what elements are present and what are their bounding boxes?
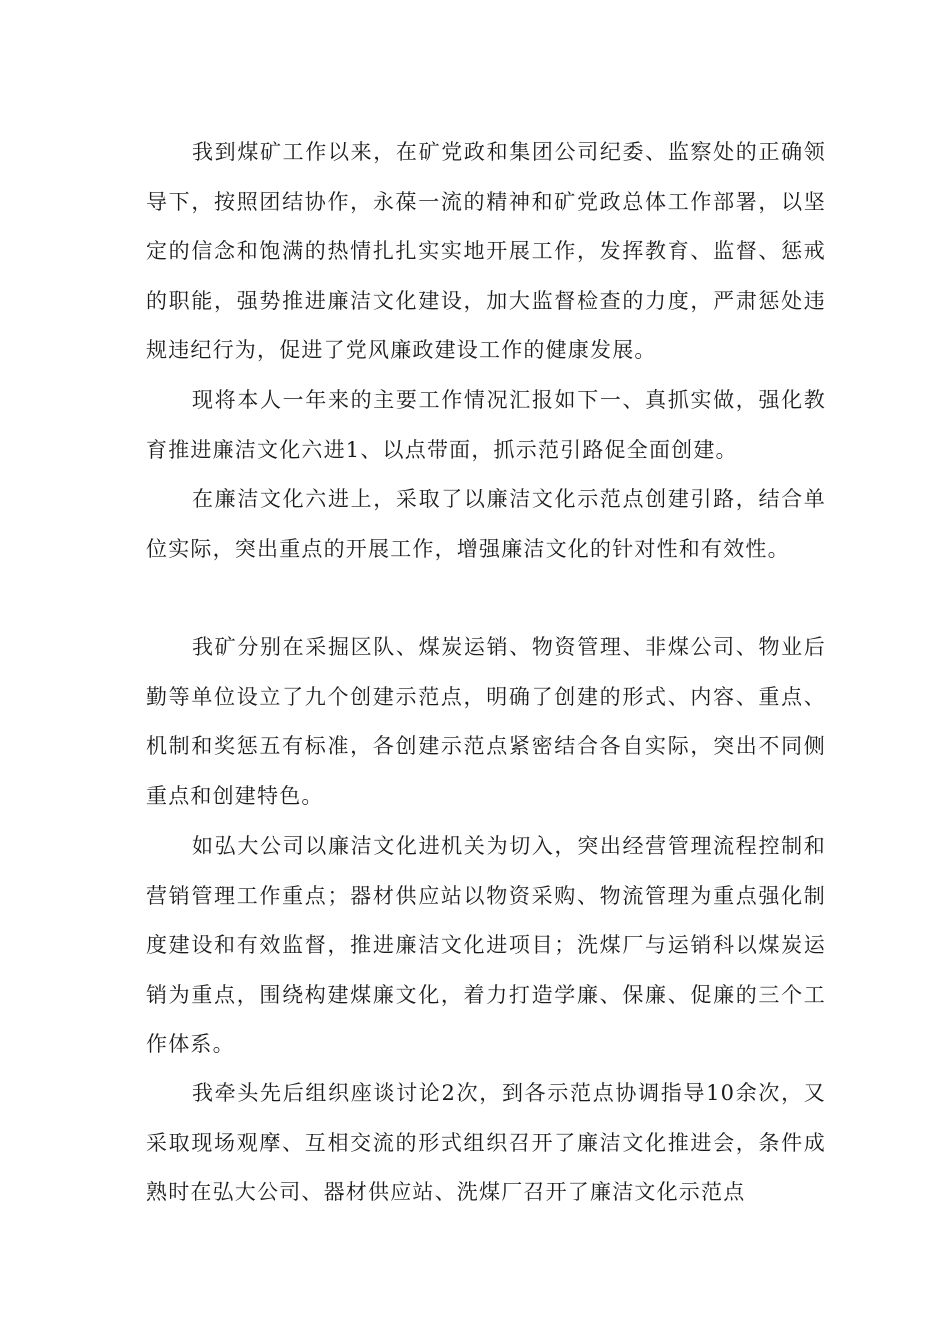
paragraph-1: 我到煤矿工作以来，在矿党政和集团公司纪委、监察处的正确领导下，按照团结协作，永葆一流的精神和矿党政总体工作部署，以坚定的信念和饱满的热情扎扎实实地开展工作，发挥教育、监督、惩戒的职能，强势推进廉洁文化建设，加大监督检查的力度，严肃惩处违规违纪行为，促进了党风廉政建设工作的健康发展。 <box>146 140 826 362</box>
paragraph-5: 如弘大公司以廉洁文化进机关为切入，突出经营管理流程控制和营销管理工作重点；器材供应站以物资采购、物流管理为重点强化制度建设和有效监督，推进廉洁文化进项目；洗煤厂与运销科以煤炭运销为重点，围绕构建煤廉文化，着力打造学廉、保廉、促廉的三个工作体系。 <box>146 834 826 1056</box>
paragraph-4: 我矿分别在采掘区队、煤炭运销、物资管理、非煤公司、物业后勤等单位设立了九个创建示范点，明确了创建的形式、内容、重点、机制和奖惩五有标准，各创建示范点紧密结合各自实际，突出不同侧重点和创建特色。 <box>146 635 826 808</box>
paragraph-2: 现将本人一年来的主要工作情况汇报如下一、真抓实做，强化教育推进廉洁文化六进1、以点带面，抓示范引路促全面创建。 <box>146 388 826 462</box>
paragraph-6: 我牵头先后组织座谈讨论2次，到各示范点协调指导10余次，又采取现场观摩、互相交流的形式组织召开了廉洁文化推进会，条件成熟时在弘大公司、器材供应站、洗煤厂召开了廉洁文化示范点 <box>146 1081 826 1204</box>
paragraph-3: 在廉洁文化六进上，采取了以廉洁文化示范点创建引路，结合单位实际，突出重点的开展工作，增强廉洁文化的针对性和有效性。 <box>146 487 826 561</box>
